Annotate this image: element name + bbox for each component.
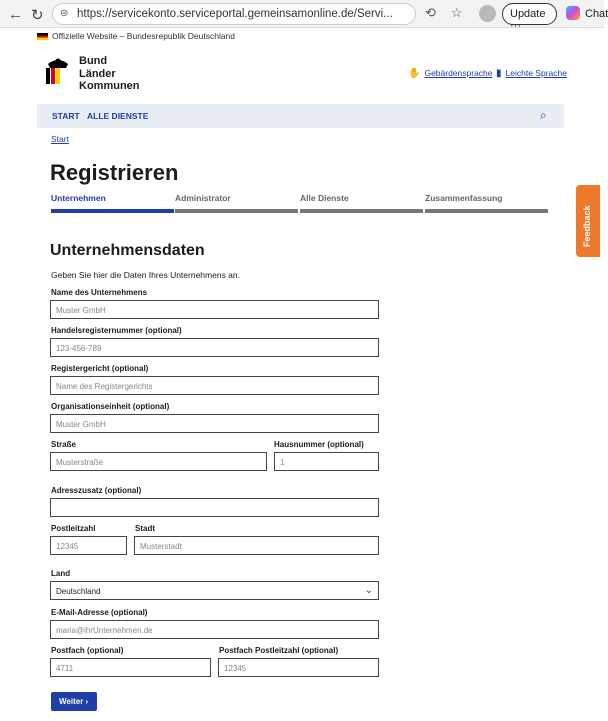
site-logo-text[interactable] <box>79 55 140 93</box>
extensions-icon[interactable]: ⟲ <box>425 5 436 20</box>
sign-language-label: Gebärdensprache <box>424 68 493 78</box>
section-title: Unternehmensdaten <box>50 242 205 259</box>
house-number-input[interactable]: 1 <box>274 452 379 471</box>
nav-all-services[interactable]: ALLE DIENSTE <box>87 111 149 121</box>
street-label: Straße <box>51 440 76 449</box>
city-input[interactable]: Musterstadt <box>134 536 379 555</box>
po-box-zip-label: Postfach Postleitzahl (optional) <box>219 646 339 655</box>
search-icon[interactable]: ⌕ <box>540 108 547 122</box>
eagle-logo-icon <box>44 56 72 88</box>
chevron-down-icon: ⌄ <box>364 585 373 596</box>
feedback-label: Feedback <box>582 205 592 247</box>
step-administrator <box>175 193 298 213</box>
step-bar <box>51 209 174 213</box>
register-number-label: Handelsregisternummer (optional) <box>51 326 182 335</box>
copilot-icon[interactable] <box>566 6 580 20</box>
url-text: https://servicekonto.serviceportal.gemeinsamonline.de/Servi... <box>77 8 393 20</box>
org-unit-input[interactable]: Muster GmbH <box>50 414 379 433</box>
email-input[interactable]: maria@ihrUnternehmen.de <box>50 620 379 639</box>
feedback-button[interactable] <box>576 185 600 257</box>
step-label: Administrator <box>175 193 231 203</box>
register-court-input[interactable]: Name des Registergerichts <box>50 376 379 395</box>
po-box-zip-input[interactable]: 12345 <box>218 658 379 677</box>
easy-language-link[interactable] <box>496 68 567 79</box>
city-label: Stadt <box>135 524 155 533</box>
back-icon[interactable]: ← <box>8 6 23 23</box>
step-bar <box>300 209 423 213</box>
country-select[interactable] <box>50 581 379 600</box>
favorites-icon[interactable]: ☆ <box>451 5 463 20</box>
street-input[interactable]: Musterstraße <box>50 452 267 471</box>
update-label: Update <box>510 8 546 20</box>
official-notice <box>37 31 235 41</box>
german-flag-icon <box>37 33 48 40</box>
org-unit-label: Organisationseinheit (optional) <box>51 402 170 411</box>
logo-line-kommunen: Kommunen <box>79 80 140 92</box>
next-button-label: Weiter <box>59 697 84 706</box>
logo-line-laender: Länder <box>79 67 116 80</box>
book-icon: ▮ <box>496 68 502 79</box>
step-label: Unternehmen <box>51 193 106 203</box>
step-bar <box>175 209 298 213</box>
update-button[interactable]: Update ··· <box>502 3 557 25</box>
step-all-services <box>300 193 423 213</box>
breadcrumb-start[interactable]: Start <box>51 134 69 144</box>
house-number-label: Hausnummer (optional) <box>274 440 364 449</box>
main-navigation <box>37 104 564 128</box>
browser-toolbar <box>0 0 608 32</box>
address-addition-input[interactable] <box>50 498 379 517</box>
profile-avatar[interactable] <box>479 5 496 22</box>
step-label: Alle Dienste <box>300 193 349 203</box>
step-bar <box>425 209 548 213</box>
hand-icon: ✋ <box>408 68 421 79</box>
step-summary <box>425 193 548 213</box>
company-name-input[interactable]: Muster GmbH <box>50 300 379 319</box>
reload-icon[interactable]: ↻ <box>31 7 44 24</box>
step-company <box>51 193 174 213</box>
company-name-label: Name des Unternehmens <box>51 288 148 297</box>
country-label: Land <box>51 569 71 578</box>
register-court-label: Registergericht (optional) <box>51 364 149 373</box>
po-box-label: Postfach (optional) <box>51 646 124 655</box>
sign-language-link[interactable] <box>408 68 493 79</box>
address-bar[interactable] <box>52 3 416 25</box>
postal-code-label: Postleitzahl <box>51 524 96 533</box>
step-label: Zusammenfassung <box>425 193 503 203</box>
page-title: Registrieren <box>50 160 179 185</box>
next-button[interactable]: Weiter › <box>51 692 97 711</box>
section-intro: Geben Sie hier die Daten Ihres Unternehmens an. <box>51 270 241 280</box>
site-info-icon[interactable]: ⊜ <box>60 8 69 19</box>
email-label: E-Mail-Adresse (optional) <box>51 608 148 617</box>
easy-language-label: Leichte Sprache <box>505 68 567 78</box>
chat-label[interactable]: Chat <box>585 8 608 20</box>
logo-line-bund: Bund <box>79 55 108 67</box>
nav-start[interactable]: START <box>52 111 80 121</box>
register-number-input[interactable]: 123-456-789 <box>50 338 379 357</box>
po-box-input[interactable]: 4711 <box>50 658 211 677</box>
country-value: Deutschland <box>56 587 101 596</box>
address-addition-label: Adresszusatz (optional) <box>51 486 142 495</box>
official-text: Offizielle Website – Bundesrepublik Deutschland <box>52 31 236 41</box>
postal-code-input[interactable]: 12345 <box>50 536 127 555</box>
